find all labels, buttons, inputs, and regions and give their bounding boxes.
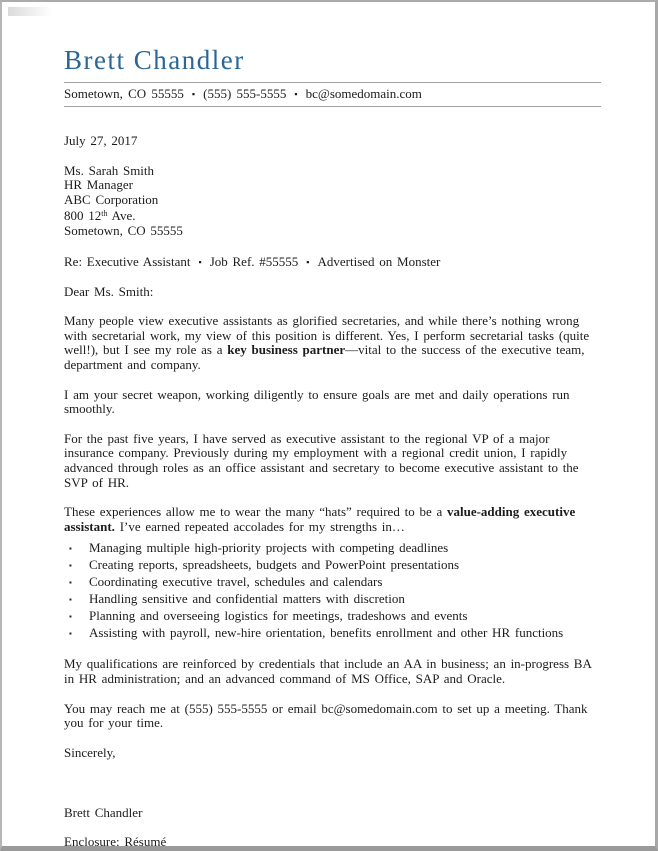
recipient-company: ABC Corporation xyxy=(64,191,159,207)
letter-date: July 27, 2017 xyxy=(64,133,138,148)
separator-square-icon: ▪ xyxy=(191,89,196,99)
paragraph-secret-weapon: I am your secret weapon, working diligently to ensure goals are met and daily operations run smoothly. xyxy=(64,386,570,417)
list-item-text: Creating reports, spreadsheets, budgets and PowerPoint presentations xyxy=(89,557,460,573)
recipient-street xyxy=(64,207,601,224)
paragraph-strengths-lead-rest: I’ve earned repeated accolades for my strengths in… xyxy=(114,518,405,534)
recipient-street-number: 800 12 xyxy=(64,208,102,224)
list-item-text: Assisting with payroll, new-hire orientation, benefits enrollment and other HR functions xyxy=(89,625,564,641)
closing: Sincerely, xyxy=(64,744,116,760)
paragraph-qualifications: My qualifications are reinforced by credentials that include an AA in business; an in-progress BA in HR administration; and an advanced command of MS Office, SAP and Oracle. xyxy=(64,656,592,686)
contact-email: bc@somedomain.com xyxy=(305,86,422,101)
re-position: Re: Executive Assistant xyxy=(64,254,191,270)
bullet-square-icon: ▪ xyxy=(69,612,72,622)
paragraph-intro xyxy=(64,314,601,372)
recipient-city: Sometown, CO 55555 xyxy=(64,222,183,238)
sender-name: Brett Chandler xyxy=(64,45,245,75)
separator-square-icon: ▪ xyxy=(306,257,310,268)
list-item xyxy=(69,591,601,608)
key-business-partner-bold: key business partner xyxy=(227,342,346,358)
enclosure-line: Enclosure: Résumé xyxy=(64,833,167,849)
salutation: Dear Ms. Smith: xyxy=(64,283,154,299)
re-job-ref: Job Ref. #55555 xyxy=(209,254,299,270)
paragraph-strengths-lead xyxy=(64,505,601,534)
list-item-text: Handling sensitive and confidential matters with discretion xyxy=(89,591,405,607)
recipient-street-suffix: Ave. xyxy=(107,208,136,224)
bullet-square-icon: ▪ xyxy=(69,578,72,588)
bullet-square-icon: ▪ xyxy=(69,595,72,605)
list-item xyxy=(69,574,601,591)
list-item xyxy=(69,557,601,574)
bullet-square-icon: ▪ xyxy=(69,561,72,571)
contact-location: Sometown, CO 55555 xyxy=(64,86,184,101)
list-item xyxy=(69,540,601,557)
contact-bar xyxy=(64,82,601,107)
paragraph-contact-me: You may reach me at (555) 555-5555 or email bc@somedomain.com to set up a meeting. Thank you for your time. xyxy=(64,700,588,731)
recipient-street-ordinal: th xyxy=(101,209,108,219)
contact-phone: (555) 555-5555 xyxy=(203,86,287,101)
strengths-list xyxy=(64,540,601,642)
signature-name: Brett Chandler xyxy=(64,805,143,821)
recipient-name: Ms. Sarah Smith xyxy=(64,162,155,178)
paragraph-strengths-lead-text: These experiences allow me to wear the many “hats” required to be a xyxy=(64,504,447,520)
list-item-text: Coordinating executive travel, schedules and calendars xyxy=(89,574,383,590)
re-source: Advertised on Monster xyxy=(317,254,441,270)
recipient-title: HR Manager xyxy=(64,177,134,193)
list-item xyxy=(69,608,601,625)
value-adding-bold: value-adding executive assistant. xyxy=(64,504,576,534)
re-line xyxy=(64,255,601,270)
paragraph-intro-rest: —vital to the success of the executive team, department and company. xyxy=(64,342,585,373)
list-item-text: Planning and overseeing logistics for meetings, tradeshows and events xyxy=(89,608,468,624)
scan-artifact xyxy=(8,7,52,16)
paragraph-intro-text: Many people view executive assistants as glorified secretaries, and while there’s nothing wrong with secretarial work, my view of this position is different. Yes, I perform secretarial tasks (quite well!), but I see my role as a xyxy=(64,313,590,358)
bullet-square-icon: ▪ xyxy=(69,544,72,554)
bullet-square-icon: ▪ xyxy=(69,629,72,639)
list-item-text: Managing multiple high-priority projects with competing deadlines xyxy=(89,540,449,556)
recipient-block xyxy=(64,164,601,239)
letter-content xyxy=(2,2,655,850)
separator-square-icon: ▪ xyxy=(198,257,202,268)
list-item xyxy=(69,625,601,642)
paragraph-experience: For the past five years, I have served as executive assistant to the regional VP of a major insurance company. Previously during my employment with a regional credit union, I rapidly advanced through roles as an office assistant and secretary to become executive assistant to the SVP of HR. xyxy=(64,430,579,490)
separator-square-icon: ▪ xyxy=(294,89,298,99)
